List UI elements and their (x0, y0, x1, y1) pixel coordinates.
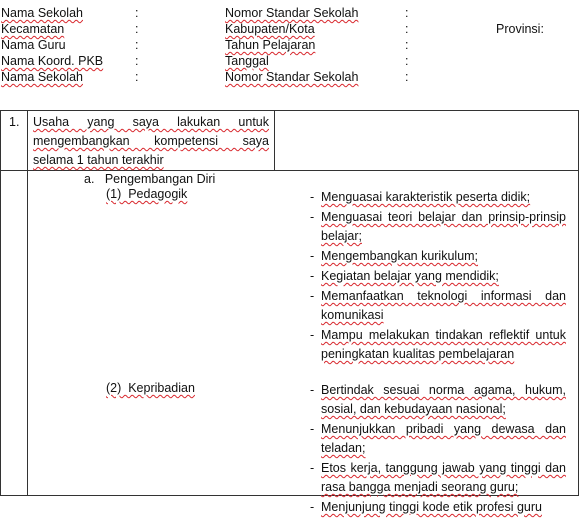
list-item: - Menguasai teori belajar dan prinsip-prinsip belajar; (314, 208, 566, 246)
field-colon: : (135, 70, 139, 84)
field-label-right: Tanggal (225, 54, 269, 68)
list-item: - Kegiatan belajar yang mendidik; (314, 267, 566, 286)
section-title: a. Pengembangan Diri (84, 172, 216, 186)
field-colon: : (135, 38, 139, 52)
question-text: Usaha yang saya lakukan untuk mengembangkan kompetensi saya selama 1 tahun terakhir (28, 111, 275, 171)
content-cell (28, 171, 579, 514)
provinsi-label: Provinsi: (496, 22, 544, 36)
list-item: - Memanfaatkan teknologi informasi dan komunikasi (314, 287, 566, 325)
list-item: - Mampu melakukan tindakan reflektif untuk peningkatan kualitas pembelajaran (314, 326, 566, 364)
field-label-right: Kabupaten/Kota (225, 22, 315, 36)
field-colon-right: : (405, 6, 409, 20)
field-colon: : (135, 6, 139, 20)
field-colon-right: : (405, 54, 409, 68)
field-label: Nama Guru (1, 38, 66, 52)
competency-table (0, 110, 579, 514)
field-colon-right: : (405, 38, 409, 52)
field-label: Kecamatan (1, 22, 65, 36)
field-label: Nama Sekolah (1, 70, 83, 84)
sub-heading-kepribadian: (2) Kepribadian (106, 381, 195, 395)
field-colon: : (135, 54, 139, 68)
number-cell-empty (1, 171, 28, 496)
answer-cell (275, 111, 579, 171)
field-label-right: Nomor Standar Sekolah (225, 70, 359, 84)
list-item: - Mengembangkan kurikulum; (314, 247, 566, 266)
table-row (1, 171, 579, 496)
list-item: - Bertindak sesuai norma agama, hukum, sosial, dan kebudayaan nasional; (314, 381, 566, 419)
field-label-right: Nomor Standar Sekolah (225, 6, 359, 20)
list-item: - Etos kerja, tanggung jawab yang tinggi dan rasa bangga menjadi seorang guru; (314, 459, 566, 497)
pedagogik-list (314, 188, 566, 365)
row-number: 1. (1, 111, 28, 171)
field-label-right: Tahun Pelajaran (225, 38, 316, 52)
field-colon: : (135, 22, 139, 36)
list-item: - Menjunjung tinggi kode etik profesi guru (314, 498, 566, 517)
field-colon-right: : (405, 70, 409, 84)
field-colon-right: : (405, 22, 409, 36)
field-label: Nama Koord. PKB (1, 54, 104, 68)
kepribadian-list (314, 381, 566, 518)
table-row (1, 111, 579, 171)
field-label: Nama Sekolah (1, 6, 83, 20)
sub-heading-pedagogik: (1) Pedagogik (106, 187, 188, 201)
list-item: - Menguasai karakteristik peserta didik; (314, 188, 566, 207)
list-item: - Menunjukkan pribadi yang dewasa dan teladan; (314, 420, 566, 458)
